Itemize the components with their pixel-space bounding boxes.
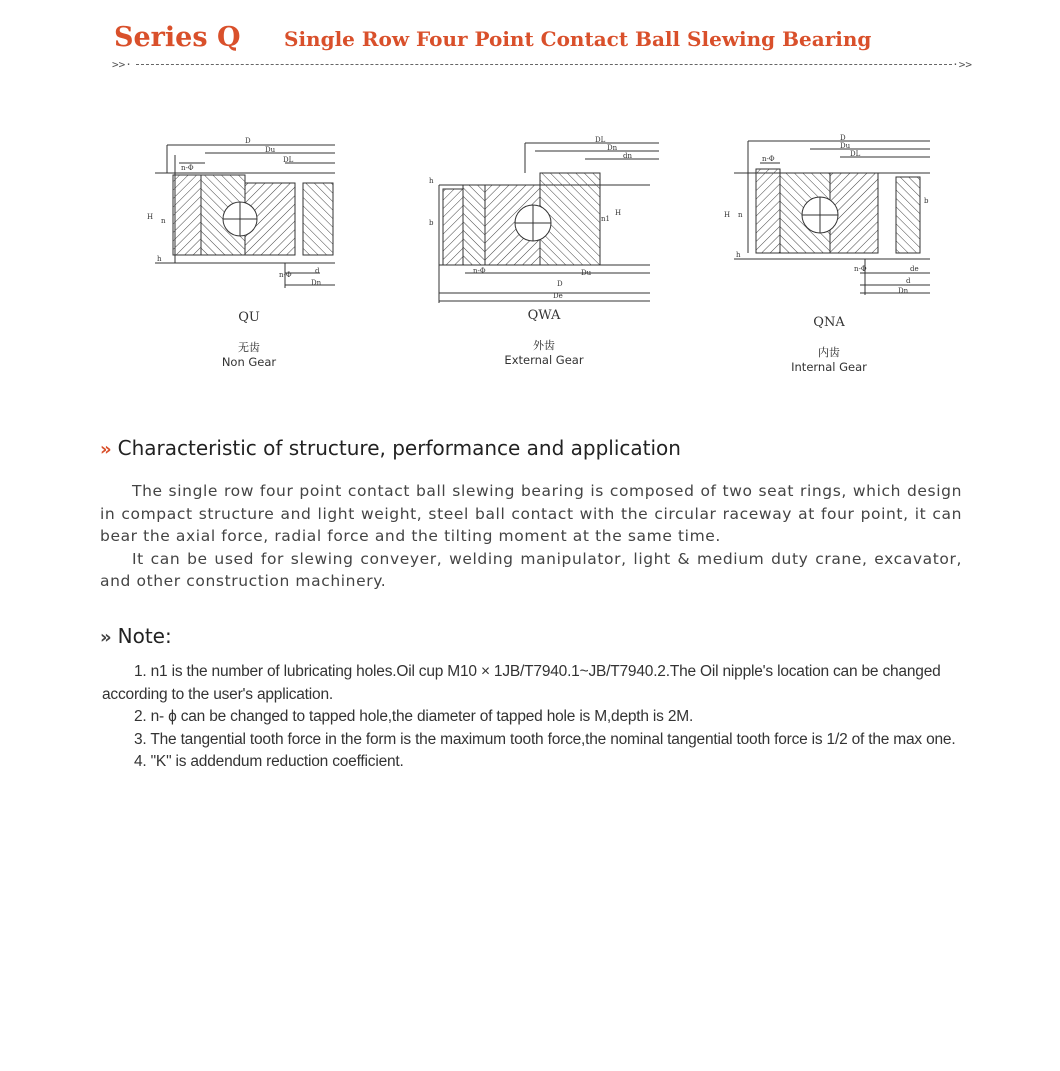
caption-zh: 无齿 — [238, 341, 260, 354]
characteristic-heading — [100, 436, 681, 460]
characteristic-body — [100, 480, 962, 593]
label-dn: Dn — [607, 144, 618, 152]
caption-en: Internal Gear — [791, 360, 867, 374]
label-dl: DL — [283, 156, 294, 164]
label-du: Du — [840, 142, 851, 150]
characteristic-paragraph-1: The single row four point contact ball slewing bearing is composed of two seat rings, which design in compact structure and light weight, steel ball contact with the circular raceway at four point, it can bear the axial force, radial force and the tilting moment at the same time. — [100, 482, 962, 545]
label-n-phi-2: n-Φ — [279, 271, 292, 279]
label-n: n — [738, 211, 743, 219]
double-chevron-right-icon: » — [100, 627, 112, 648]
label-dn-small: dn — [623, 152, 632, 160]
label-b: b — [429, 219, 434, 227]
label-du: Du — [265, 146, 276, 154]
diagram-qna — [720, 133, 935, 298]
label-h-upper: H — [724, 211, 731, 219]
diagram-qu — [145, 133, 345, 293]
label-d: D — [245, 137, 251, 145]
label-h-upper: H — [147, 213, 154, 221]
label-h-upper: H — [615, 209, 622, 217]
caption-code: QU — [238, 310, 260, 325]
label-dl: DL — [595, 136, 606, 144]
caption-code: QNA — [813, 315, 845, 330]
series-subtitle: Single Row Four Point Contact Ball Slewing Bearing — [284, 27, 872, 51]
label-n-phi: n-Φ — [762, 155, 775, 163]
label-n-phi: n-Φ — [181, 164, 194, 172]
label-de: De — [553, 292, 563, 300]
label-dn: Dn — [898, 287, 909, 295]
label-b: b — [924, 197, 929, 205]
note-heading — [100, 624, 172, 648]
label-n-phi: n-Φ — [473, 267, 486, 275]
characteristic-heading-text: Characteristic of structure, performance and application — [117, 436, 681, 460]
divider-right-chevron-icon: ·>> — [952, 58, 972, 71]
caption-en: External Gear — [504, 353, 584, 367]
series-title: Series Q — [114, 22, 241, 53]
label-de: de — [910, 265, 919, 273]
note-item-1: 1. n1 is the number of lubricating holes.Oil cup M10 × 1JB/T7940.1~JB/T7940.2.The Oil nipple's location can be changed according to the user's application. — [102, 663, 941, 703]
diagram-qwa — [425, 133, 665, 305]
label-h: h — [429, 177, 434, 185]
note-item-4: 4. "K" is addendum reduction coefficient. — [134, 753, 404, 770]
caption-zh: 内齿 — [818, 346, 840, 359]
divider-left-chevron-icon: >>· — [112, 58, 132, 71]
label-d-small: d — [906, 277, 911, 285]
label-d: D — [840, 134, 846, 142]
label-n1: n1 — [601, 215, 610, 223]
caption-qu — [149, 310, 349, 369]
caption-zh: 外齿 — [533, 339, 555, 352]
caption-en: Non Gear — [221, 355, 277, 369]
label-d: D — [557, 280, 563, 288]
label-n: n — [161, 217, 166, 225]
note-item-2: 2. n- ϕ can be changed to tapped hole,the diameter of tapped hole is M,depth is 2M. — [134, 708, 694, 725]
double-chevron-right-icon: » — [100, 439, 112, 460]
label-dn: Dn — [311, 279, 322, 287]
note-item-3: 3. The tangential tooth force in the form is the maximum tooth force,the nominal tangential tooth force is 1/2 of the max one. — [134, 730, 956, 748]
characteristic-paragraph-2: It can be used for slewing conveyer, welding manipulator, light & medium duty crane, excavator, and other construction machinery. — [100, 549, 962, 590]
caption-qna — [729, 315, 929, 374]
note-heading-text: Note: — [117, 624, 172, 648]
label-du: Du — [581, 269, 592, 277]
label-dl: DL — [850, 150, 861, 158]
note-list — [102, 661, 964, 774]
caption-qwa — [444, 308, 644, 367]
header-divider — [112, 58, 972, 72]
dashed-line — [136, 64, 952, 65]
label-d-small: d — [315, 267, 320, 275]
label-h-lower: h — [157, 255, 162, 263]
caption-code: QWA — [527, 308, 561, 323]
label-n-phi-2: n-Φ — [854, 265, 867, 273]
label-h-lower: h — [736, 251, 741, 259]
